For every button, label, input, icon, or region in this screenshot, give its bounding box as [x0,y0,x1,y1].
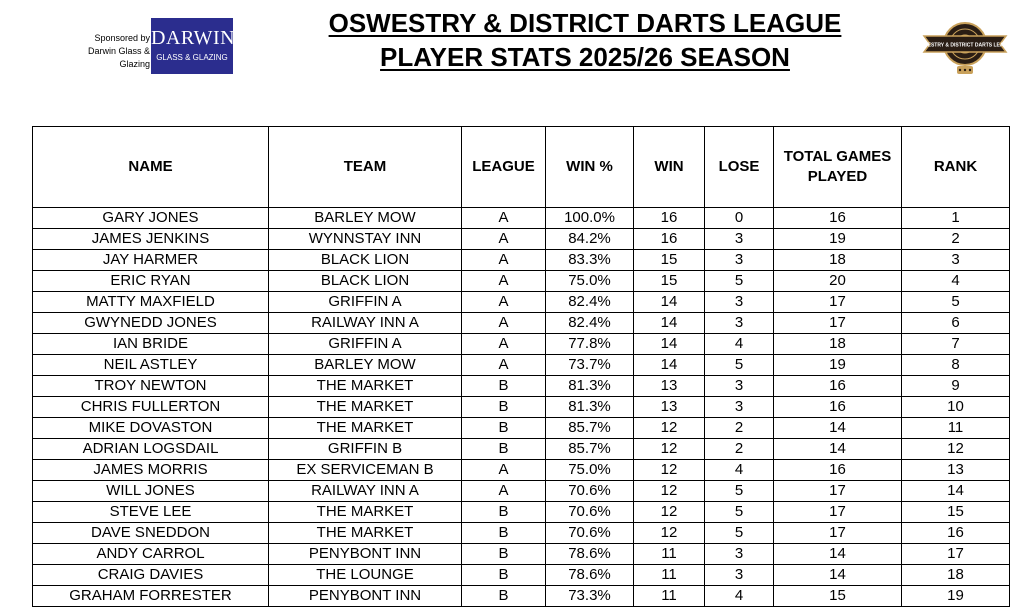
cell-team: BLACK LION [269,271,462,292]
title-line-2: PLAYER STATS 2025/26 SEASON [380,42,790,72]
cell-name: GARY JONES [33,208,269,229]
page-title [260,6,910,74]
cell-lose: 4 [705,334,774,355]
league-logo-text: OSWESTRY & DISTRICT DARTS LEAGUE [920,42,1010,49]
cell-rank: 13 [902,460,1010,481]
cell-rank: 5 [902,292,1010,313]
table-row [33,586,1010,607]
cell-total-games-played: 16 [774,397,902,418]
table-row [33,229,1010,250]
cell-rank: 4 [902,271,1010,292]
cell-win-pct: 70.6% [546,502,634,523]
cell-total-games-played: 17 [774,313,902,334]
cell-name: ANDY CARROL [33,544,269,565]
cell-team: RAILWAY INN A [269,313,462,334]
cell-name: IAN BRIDE [33,334,269,355]
cell-name: ERIC RYAN [33,271,269,292]
cell-win: 12 [634,502,705,523]
cell-lose: 5 [705,502,774,523]
table-row [33,334,1010,355]
cell-win-pct: 84.2% [546,229,634,250]
cell-name: GRAHAM FORRESTER [33,586,269,607]
cell-team: PENYBONT INN [269,544,462,565]
darwin-logo [151,18,236,74]
cell-team: GRIFFIN B [269,439,462,460]
table-row [33,355,1010,376]
table-row [33,544,1010,565]
cell-win: 13 [634,376,705,397]
dartboard-emblem-icon [920,18,1010,78]
cell-lose: 5 [705,271,774,292]
column-header-league: LEAGUE [462,127,546,208]
cell-league: A [462,355,546,376]
sponsor-line-2: Darwin Glass & Glazing [87,46,150,69]
cell-league: A [462,334,546,355]
cell-lose: 3 [705,397,774,418]
cell-win-pct: 75.0% [546,271,634,292]
cell-total-games-played: 16 [774,460,902,481]
cell-rank: 3 [902,250,1010,271]
cell-rank: 1 [902,208,1010,229]
cell-league: B [462,565,546,586]
cell-name: NEIL ASTLEY [33,355,269,376]
header-row [33,127,1010,208]
cell-win: 16 [634,229,705,250]
cell-team: THE LOUNGE [269,565,462,586]
cell-win: 12 [634,481,705,502]
table-row [33,271,1010,292]
cell-total-games-played: 14 [774,418,902,439]
cell-win-pct: 70.6% [546,523,634,544]
cell-rank: 15 [902,502,1010,523]
table-row [33,250,1010,271]
table-header [33,127,1010,208]
cell-name: GWYNEDD JONES [33,313,269,334]
cell-league: A [462,229,546,250]
cell-win-pct: 73.3% [546,586,634,607]
cell-win: 14 [634,292,705,313]
table-row [33,439,1010,460]
cell-lose: 2 [705,439,774,460]
cell-win: 11 [634,586,705,607]
cell-name: JAY HARMER [33,250,269,271]
cell-team: WYNNSTAY INN [269,229,462,250]
cell-lose: 5 [705,355,774,376]
cell-win-pct: 83.3% [546,250,634,271]
cell-league: A [462,208,546,229]
cell-win-pct: 100.0% [546,208,634,229]
cell-team: EX SERVICEMAN B [269,460,462,481]
column-header-total-games-played: TOTAL GAMES PLAYED [774,127,902,208]
cell-win: 16 [634,208,705,229]
column-header-rank: RANK [902,127,1010,208]
cell-rank: 2 [902,229,1010,250]
cell-rank: 18 [902,565,1010,586]
cell-total-games-played: 20 [774,271,902,292]
cell-rank: 17 [902,544,1010,565]
cell-win-pct: 81.3% [546,397,634,418]
cell-win-pct: 75.0% [546,460,634,481]
cell-lose: 3 [705,313,774,334]
cell-rank: 14 [902,481,1010,502]
cell-name: JAMES JENKINS [33,229,269,250]
cell-team: PENYBONT INN [269,586,462,607]
cell-team: GRIFFIN A [269,292,462,313]
cell-rank: 8 [902,355,1010,376]
cell-total-games-played: 16 [774,376,902,397]
cell-win-pct: 81.3% [546,376,634,397]
cell-total-games-played: 17 [774,292,902,313]
cell-win-pct: 78.6% [546,544,634,565]
cell-lose: 0 [705,208,774,229]
cell-rank: 19 [902,586,1010,607]
cell-total-games-played: 17 [774,481,902,502]
cell-lose: 3 [705,250,774,271]
cell-league: B [462,376,546,397]
table-row [33,418,1010,439]
table-row [33,565,1010,586]
cell-win: 14 [634,355,705,376]
cell-name: WILL JONES [33,481,269,502]
cell-rank: 10 [902,397,1010,418]
cell-lose: 3 [705,376,774,397]
cell-win: 11 [634,544,705,565]
cell-rank: 6 [902,313,1010,334]
cell-total-games-played: 17 [774,523,902,544]
league-logo [920,18,1010,78]
cell-win: 12 [634,439,705,460]
cell-name: JAMES MORRIS [33,460,269,481]
column-header-team: TEAM [269,127,462,208]
cell-name: TROY NEWTON [33,376,269,397]
cell-total-games-played: 18 [774,250,902,271]
cell-win: 14 [634,334,705,355]
cell-win: 12 [634,460,705,481]
cell-win-pct: 82.4% [546,292,634,313]
cell-team: BLACK LION [269,250,462,271]
cell-rank: 12 [902,439,1010,460]
cell-league: A [462,271,546,292]
cell-lose: 3 [705,229,774,250]
column-header-lose: LOSE [705,127,774,208]
cell-total-games-played: 15 [774,586,902,607]
table-row [33,376,1010,397]
sponsor-line-1: Sponsored by [94,33,150,43]
cell-win-pct: 78.6% [546,565,634,586]
cell-total-games-played: 17 [774,502,902,523]
table-row [33,502,1010,523]
cell-win-pct: 73.7% [546,355,634,376]
sponsor-block [60,18,240,74]
table-body [33,208,1010,607]
cell-lose: 2 [705,418,774,439]
column-header-win: WIN [634,127,705,208]
cell-lose: 4 [705,586,774,607]
cell-win: 13 [634,397,705,418]
cell-win-pct: 85.7% [546,439,634,460]
cell-total-games-played: 14 [774,439,902,460]
cell-total-games-played: 18 [774,334,902,355]
cell-name: ADRIAN LOGSDAIL [33,439,269,460]
cell-name: STEVE LEE [33,502,269,523]
cell-total-games-played: 14 [774,544,902,565]
player-stats-table [32,126,1010,607]
sponsor-text [60,32,150,71]
cell-win-pct: 85.7% [546,418,634,439]
cell-win: 14 [634,313,705,334]
cell-win-pct: 70.6% [546,481,634,502]
cell-team: RAILWAY INN A [269,481,462,502]
cell-league: B [462,397,546,418]
cell-team: BARLEY MOW [269,355,462,376]
cell-win: 15 [634,271,705,292]
cell-team: BARLEY MOW [269,208,462,229]
cell-win: 11 [634,565,705,586]
cell-total-games-played: 14 [774,565,902,586]
cell-win: 15 [634,250,705,271]
cell-name: DAVE SNEDDON [33,523,269,544]
table-row [33,208,1010,229]
cell-league: A [462,250,546,271]
cell-name: CHRIS FULLERTON [33,397,269,418]
darwin-logo-name: DARWIN [151,27,236,49]
table-row [33,460,1010,481]
cell-name: MATTY MAXFIELD [33,292,269,313]
cell-league: B [462,523,546,544]
cell-team: THE MARKET [269,502,462,523]
cell-team: GRIFFIN A [269,334,462,355]
cell-lose: 4 [705,460,774,481]
cell-rank: 11 [902,418,1010,439]
cell-lose: 3 [705,544,774,565]
cell-name: CRAIG DAVIES [33,565,269,586]
cell-win: 12 [634,523,705,544]
table-row [33,397,1010,418]
cell-total-games-played: 19 [774,229,902,250]
table-row [33,523,1010,544]
cell-win-pct: 77.8% [546,334,634,355]
table-row [33,481,1010,502]
cell-league: A [462,481,546,502]
title-line-1: OSWESTRY & DISTRICT DARTS LEAGUE [328,8,842,38]
darwin-logo-sub: GLASS & GLAZING [156,53,228,62]
cell-total-games-played: 16 [774,208,902,229]
cell-win-pct: 82.4% [546,313,634,334]
cell-team: THE MARKET [269,376,462,397]
cell-league: B [462,502,546,523]
cell-league: B [462,544,546,565]
cell-lose: 3 [705,565,774,586]
cell-rank: 9 [902,376,1010,397]
cell-team: THE MARKET [269,397,462,418]
cell-lose: 5 [705,523,774,544]
cell-win: 12 [634,418,705,439]
cell-league: B [462,439,546,460]
table-row [33,292,1010,313]
cell-rank: 16 [902,523,1010,544]
cell-league: A [462,292,546,313]
cell-league: B [462,586,546,607]
cell-name: MIKE DOVASTON [33,418,269,439]
cell-team: THE MARKET [269,418,462,439]
cell-league: A [462,313,546,334]
cell-league: B [462,418,546,439]
cell-rank: 7 [902,334,1010,355]
cell-lose: 5 [705,481,774,502]
column-header-name: NAME [33,127,269,208]
cell-total-games-played: 19 [774,355,902,376]
column-header-win-pct: WIN % [546,127,634,208]
table-row [33,313,1010,334]
cell-league: A [462,460,546,481]
cell-lose: 3 [705,292,774,313]
cell-team: THE MARKET [269,523,462,544]
